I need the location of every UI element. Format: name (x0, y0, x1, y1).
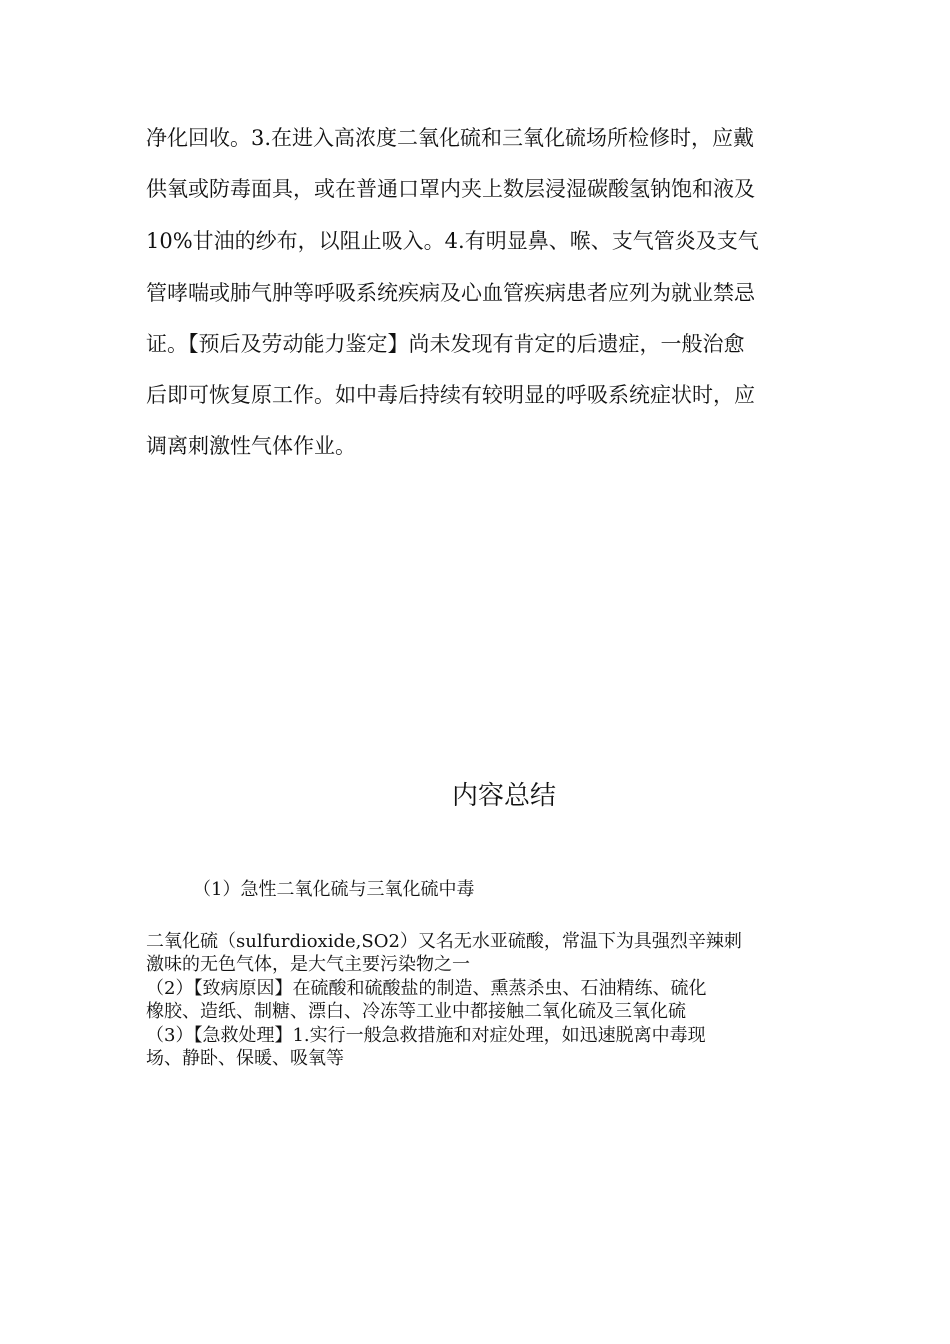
body-paragraph-line: 管哮喘或肺气肿等呼吸系统疾病及心血管疾病患者应列为就业禁忌 (146, 281, 755, 305)
body-paragraph-line: 10%甘油的纱布，以阻止吸入。4.有明显鼻、喉、支气管炎及支气 (146, 229, 759, 253)
summary-line: 场、静卧、保暖、吸氧等 (146, 1048, 344, 1069)
body-paragraph-line: 调离刺激性气体作业。 (146, 434, 356, 458)
summary-line: （3）【急救处理】1.实行一般急救措施和对症处理，如迅速脱离中毒现 (146, 1025, 706, 1046)
body-paragraph-line: 净化回收。3.在进入高浓度二氧化硫和三氧化硫场所检修时，应戴 (146, 126, 755, 150)
summary-title: 内容总结 (451, 781, 556, 811)
body-paragraph-line: 供氧或防毒面具，或在普通口罩内夹上数层浸湿碳酸氢钠饱和液及 (146, 177, 755, 201)
summary-line: 二氧化硫（sulfurdioxide,SO2）又名无水亚硫酸，常温下为具强烈辛辣刺 (146, 931, 742, 952)
summary-line: （2）【致病原因】在硫酸和硫酸盐的制造、熏蒸杀虫、石油精练、硫化 (146, 978, 707, 999)
body-paragraph-line: 后即可恢复原工作。如中毒后持续有较明显的呼吸系统症状时，应 (146, 383, 755, 407)
body-paragraph-line: 证。【预后及劳动能力鉴定】尚未发现有肯定的后遗症，一般治愈 (146, 332, 745, 356)
summary-line: 激味的无色气体，是大气主要污染物之一 (146, 954, 470, 975)
summary-line: 橡胶、造纸、制糖、漂白、冷冻等工业中都接触二氧化硫及三氧化硫 (146, 1001, 686, 1022)
summary-subtitle: （1）急性二氧化硫与三氧化硫中毒 (193, 879, 475, 900)
